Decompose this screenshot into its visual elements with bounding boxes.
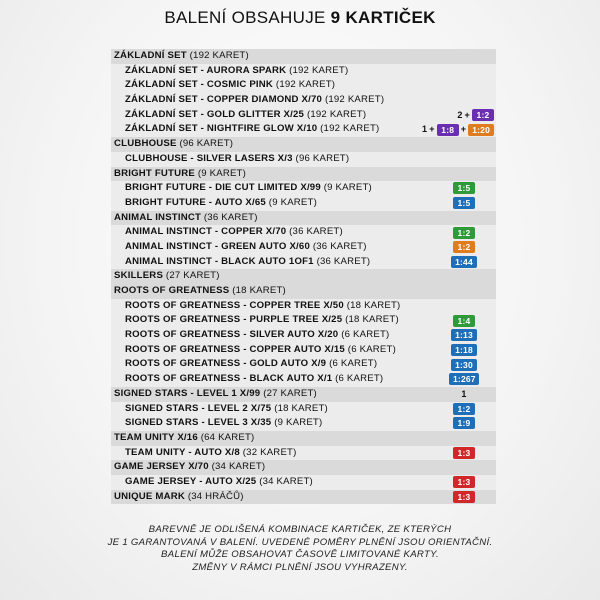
odds-badge: 1:30 xyxy=(451,359,477,371)
subset-row xyxy=(111,475,496,490)
subset-row xyxy=(111,313,496,328)
odds-badges xyxy=(449,373,479,386)
card-count: (34 HRÁČŮ) xyxy=(187,490,244,502)
set-row xyxy=(111,211,496,226)
footer-note xyxy=(0,524,600,575)
title-bold: 9 KARTIČEK xyxy=(330,8,436,27)
odds-badges xyxy=(449,329,479,342)
card-count: (9 KARET) xyxy=(197,167,247,179)
odds-badges xyxy=(449,388,479,401)
guaranteed-count: 2 xyxy=(457,109,463,120)
subset-row xyxy=(111,402,496,417)
card-count: (192 KARET) xyxy=(306,108,367,120)
card-count: (64 KARET) xyxy=(200,431,255,443)
card-count: (9 KARET) xyxy=(268,196,317,208)
odds-badge: 1:2 xyxy=(453,227,475,239)
card-count: (18 KARET) xyxy=(345,314,399,326)
set-name: CLUBHOUSE xyxy=(114,138,177,150)
subset-row xyxy=(111,240,496,255)
set-name: SIGNED STARS - LEVEL 1 X/99 xyxy=(114,387,261,399)
odds-badges xyxy=(449,491,479,504)
card-count: (96 KARET) xyxy=(295,152,350,164)
odds-badges xyxy=(457,109,494,122)
card-count: (18 KARET) xyxy=(346,299,401,311)
odds-badges xyxy=(449,197,479,210)
card-count: (36 KARET) xyxy=(312,240,367,252)
set-name: ROOTS OF GREATNESS - SILVER AUTO X/20 xyxy=(125,329,339,341)
subset-row xyxy=(111,357,496,372)
card-count: (6 KARET) xyxy=(335,373,384,385)
card-count: (6 KARET) xyxy=(329,358,378,370)
odds-badge: 1:4 xyxy=(453,315,475,327)
guaranteed-count: 1 xyxy=(461,388,467,399)
set-name: BRIGHT FUTURE xyxy=(114,167,195,179)
subset-row xyxy=(111,196,496,211)
subset-row xyxy=(111,181,496,196)
odds-badges xyxy=(449,447,479,460)
card-count: (9 KARET) xyxy=(274,417,323,429)
odds-badge: 1:2 xyxy=(453,403,475,415)
set-row xyxy=(111,460,496,475)
set-name: ZÁKLADNÍ SET - AURORA SPARK xyxy=(125,64,287,76)
card-count: (36 KARET) xyxy=(289,226,343,238)
subset-row xyxy=(111,108,496,123)
odds-badge: 1:2 xyxy=(472,109,494,121)
odds-badges xyxy=(422,123,494,136)
odds-badge: 1:267 xyxy=(449,373,479,385)
checklist-table xyxy=(111,49,496,504)
subset-row xyxy=(111,446,496,461)
odds-badges xyxy=(449,256,479,269)
set-name: ROOTS OF GREATNESS - PURPLE TREE X/25 xyxy=(125,314,343,326)
set-row xyxy=(111,137,496,152)
odds-badge: 1:13 xyxy=(451,329,477,341)
set-name: ZÁKLADNÍ SET xyxy=(114,50,187,61)
card-count: (34 KARET) xyxy=(211,461,266,473)
subset-row xyxy=(111,299,496,314)
card-count: (192 KARET) xyxy=(275,79,336,91)
set-name: ZÁKLADNÍ SET - NIGHTFIRE GLOW X/10 xyxy=(125,123,318,135)
set-row xyxy=(111,167,496,182)
card-count: (34 KARET) xyxy=(259,475,313,487)
odds-badges xyxy=(449,241,479,254)
footer-line: JE 1 GARANTOVANÁ V BALENÍ. UVEDENÉ POMĚRY PLNĚNÍ JSOU ORIENTAČNÍ. xyxy=(107,536,493,548)
odds-badge: 1:5 xyxy=(453,182,475,194)
card-count: (18 KARET) xyxy=(274,402,328,414)
card-count: (6 KARET) xyxy=(341,329,390,341)
set-name: ANIMAL INSTINCT - GREEN AUTO X/60 xyxy=(125,240,310,252)
card-count: (192 KARET) xyxy=(289,64,349,76)
set-row xyxy=(111,269,496,284)
odds-badge: 1:3 xyxy=(453,476,475,488)
subset-row xyxy=(111,152,496,167)
subset-row xyxy=(111,93,496,108)
guaranteed-count: 1 xyxy=(422,124,428,135)
odds-badges xyxy=(449,182,479,195)
set-row xyxy=(111,49,496,64)
odds-badge: 1:9 xyxy=(453,417,475,429)
card-count: (32 KARET) xyxy=(242,446,297,458)
odds-badge: 1:5 xyxy=(453,197,475,209)
set-name: ROOTS OF GREATNESS - BLACK AUTO X/1 xyxy=(125,373,333,385)
set-name: BRIGHT FUTURE - AUTO X/65 xyxy=(125,196,266,208)
odds-badges xyxy=(449,344,479,357)
subset-row xyxy=(111,122,496,137)
set-name: TEAM UNITY X/16 xyxy=(114,431,198,443)
odds-badge: 1:18 xyxy=(451,344,477,356)
odds-badge: 1:44 xyxy=(451,256,477,268)
set-name: UNIQUE MARK xyxy=(114,490,185,502)
card-count: (18 KARET) xyxy=(232,285,286,296)
plus-sign: + xyxy=(460,124,467,135)
footer-line: BAREVNĚ JE ODLIŠENÁ KOMBINACE KARTIČEK, ZE KTERÝCH xyxy=(148,524,452,535)
card-count: (9 KARET) xyxy=(323,182,372,194)
set-name: GAME JERSEY X/70 xyxy=(114,461,209,473)
set-name: ZÁKLADNÍ SET - COPPER DIAMOND X/70 xyxy=(125,94,323,106)
odds-badges xyxy=(449,417,479,430)
card-count: (6 KARET) xyxy=(347,343,396,355)
set-name: ZÁKLADNÍ SET - COSMIC PINK xyxy=(125,79,274,91)
page-title xyxy=(0,8,600,28)
set-name: CLUBHOUSE - SILVER LASERS X/3 xyxy=(125,152,293,164)
odds-badge: 1:3 xyxy=(453,491,475,503)
set-name: ROOTS OF GREATNESS - COPPER TREE X/50 xyxy=(125,299,344,311)
odds-badges xyxy=(449,403,479,416)
set-name: SKILLERS xyxy=(114,270,164,282)
subset-row xyxy=(111,416,496,431)
subset-row xyxy=(111,255,496,270)
set-name: ROOTS OF GREATNESS xyxy=(114,285,230,296)
footer-line: ZMĚNY V RÁMCI PLNĚNÍ JSOU VYHRAZENY. xyxy=(192,562,408,574)
odds-badge: 1:8 xyxy=(437,124,459,136)
set-row xyxy=(111,431,496,446)
card-count: (36 KARET) xyxy=(203,211,258,223)
odds-badges xyxy=(449,314,479,327)
subset-row xyxy=(111,225,496,240)
subset-row xyxy=(111,328,496,343)
odds-badges xyxy=(449,476,479,489)
set-name: ROOTS OF GREATNESS - GOLD AUTO X/9 xyxy=(125,358,327,370)
subset-row xyxy=(111,64,496,79)
set-name: ANIMAL INSTINCT - COPPER X/70 xyxy=(125,226,287,238)
set-name: ANIMAL INSTINCT xyxy=(114,211,202,223)
card-count: (192 KARET) xyxy=(320,123,380,135)
subset-row xyxy=(111,343,496,358)
card-count: (27 KARET) xyxy=(263,387,317,399)
card-count: (27 KARET) xyxy=(165,270,220,282)
set-row xyxy=(111,284,496,299)
plus-sign: + xyxy=(464,109,470,120)
set-name: GAME JERSEY - AUTO X/25 xyxy=(125,475,257,487)
set-name: TEAM UNITY - AUTO X/8 xyxy=(125,446,240,458)
footer-line: BALENÍ MŮŽE OBSAHOVAT ČASOVĚ LIMITOVANÉ KARTY. xyxy=(161,549,439,561)
set-name: BRIGHT FUTURE - DIE CUT LIMITED X/99 xyxy=(125,182,321,194)
set-row xyxy=(111,387,496,402)
card-count: (192 KARET) xyxy=(324,94,385,106)
odds-badges xyxy=(449,358,479,371)
odds-badge: 1:2 xyxy=(453,241,475,253)
set-name: ANIMAL INSTINCT - BLACK AUTO 1OF1 xyxy=(125,255,314,267)
set-name: SIGNED STARS - LEVEL 2 X/75 xyxy=(125,402,272,414)
card-count: (36 KARET) xyxy=(316,255,371,267)
set-name: SIGNED STARS - LEVEL 3 X/35 xyxy=(125,417,272,429)
plus-sign: + xyxy=(429,124,435,135)
set-name: ROOTS OF GREATNESS - COPPER AUTO X/15 xyxy=(125,343,345,355)
set-row xyxy=(111,490,496,505)
set-name: ZÁKLADNÍ SET - GOLD GLITTER X/25 xyxy=(125,108,305,120)
odds-badge: 1:3 xyxy=(453,447,475,459)
title-prefix: BALENÍ OBSAHUJE xyxy=(164,8,331,27)
card-count: (192 KARET) xyxy=(189,50,249,61)
subset-row xyxy=(111,78,496,93)
card-count: (96 KARET) xyxy=(179,138,234,150)
odds-badges xyxy=(449,226,479,239)
subset-row xyxy=(111,372,496,387)
odds-badge: 1:20 xyxy=(468,124,494,136)
